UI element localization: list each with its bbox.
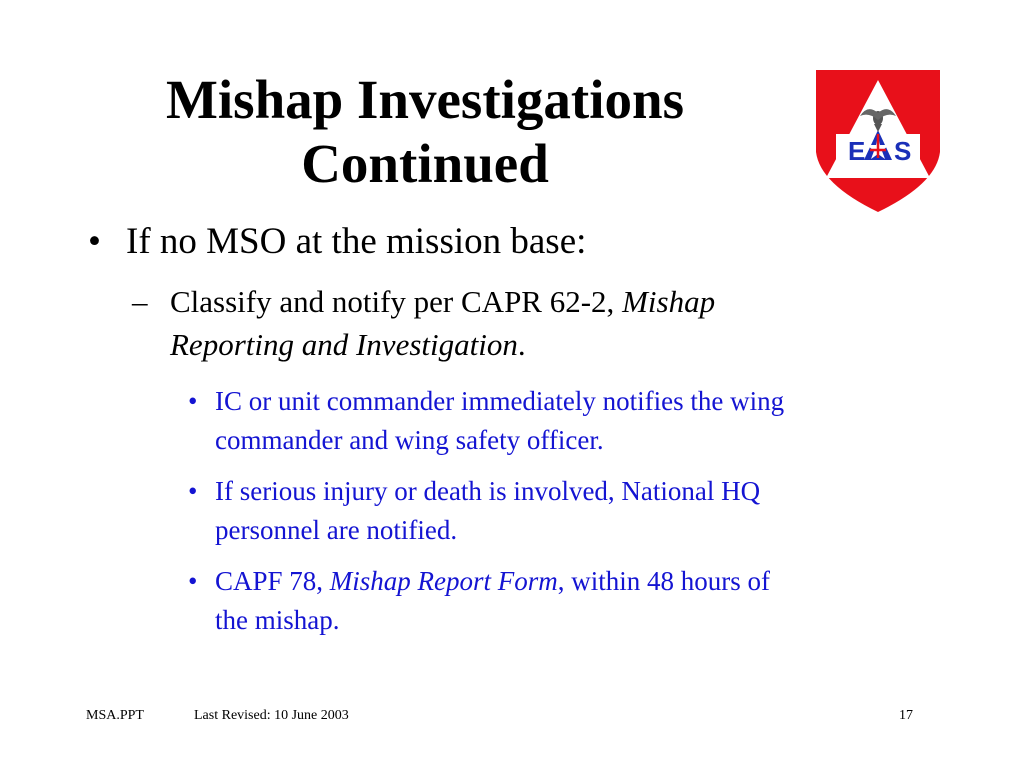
level1-text: If no MSO at the mission base: bbox=[126, 221, 587, 262]
logo-letter-e: E bbox=[848, 136, 866, 166]
bullet-icon: • bbox=[188, 386, 198, 416]
footer-filename: MSA.PPT bbox=[86, 708, 144, 723]
slide-title-line1: Mishap Investigations bbox=[165, 69, 684, 130]
level3-text bbox=[215, 472, 948, 550]
slide-title-line2: Continued bbox=[301, 133, 549, 194]
level3-line1: IC or unit commander immediately notifies the wing bbox=[215, 386, 785, 416]
level3-line1-end: , within 48 hours of bbox=[557, 566, 771, 596]
slide-title bbox=[80, 68, 770, 196]
level2-text-plain: Classify and notify per CAPR 62-2, bbox=[170, 284, 615, 319]
level3-text bbox=[215, 382, 948, 460]
level3-line1-plain: CAPF 78, bbox=[215, 566, 330, 596]
logo-letter-s: S bbox=[894, 136, 912, 166]
footer-revised-date: Last Revised: 10 June 2003 bbox=[194, 708, 349, 723]
bullet-icon: • bbox=[188, 566, 198, 596]
emergency-services-logo-icon bbox=[808, 66, 948, 214]
bullet-icon: • bbox=[188, 476, 198, 506]
level3-line1-italic: Mishap Report Form bbox=[329, 566, 558, 596]
level2-text-italic-a: Mishap bbox=[622, 284, 716, 319]
level2-text-end: . bbox=[517, 327, 526, 362]
level2-text-italic-b: Reporting and Investigation bbox=[170, 327, 518, 362]
level3-line2: personnel are notified. bbox=[215, 515, 458, 545]
level3-line2: the mishap. bbox=[215, 605, 340, 635]
level3-line2: commander and wing safety officer. bbox=[215, 425, 604, 455]
bullet-icon: • bbox=[88, 221, 101, 262]
footer-page-number: 17 bbox=[899, 708, 913, 723]
dash-bullet-icon: – bbox=[132, 284, 148, 319]
level2-text bbox=[170, 280, 892, 366]
level3-line1: If serious injury or death is involved, National HQ bbox=[215, 476, 761, 506]
level3-text bbox=[215, 562, 948, 640]
